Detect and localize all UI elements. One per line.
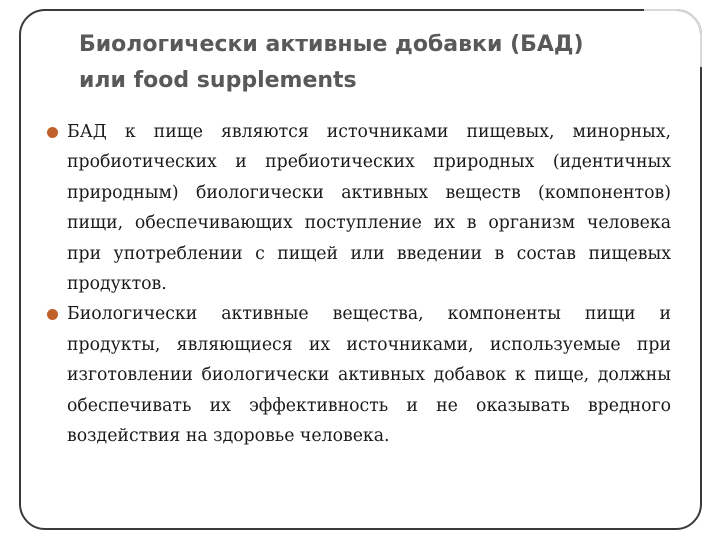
bullet-text: БАД к пище являются источниками пищевых, минорных, пробиотических и пребиотических природных (идентичных природным) биологически активных веществ (компонентов) пищи, обеспечивающих поступление их в организм человека при употреблении с пищей или введении в состав пищевых продуктов. [67,122,671,295]
bullet-dot-icon [47,127,58,138]
bullet-list [67,117,671,451]
slide-title-line-2: или food supplements [79,68,357,93]
bullet-text: Биологически активные вещества, компоненты пищи и продукты, являющиеся их источниками, используемые при изготовлении биологически активных добавок к пище, должны обеспечивать их эффективность и не оказывать вредного воздействия на здоровье человека. [67,304,671,447]
bullet-item [67,299,671,451]
bullet-item [67,117,671,299]
slide-title [79,27,679,99]
slide-title-line-1: Биологически активные добавки (БАД) [79,32,584,57]
